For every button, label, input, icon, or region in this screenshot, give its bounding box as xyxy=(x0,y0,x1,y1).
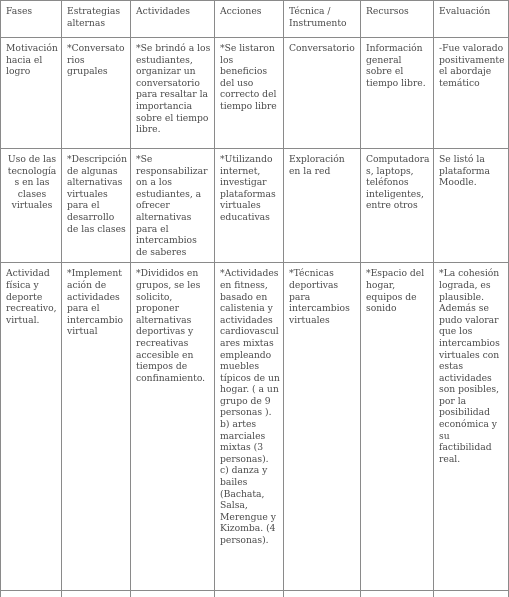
table-cell: *Se brindó a los estudiantes, organizar un conversatorio para resaltar la importancia sobre el tiempo libre. xyxy=(131,38,215,149)
table-cell-empty xyxy=(131,591,215,597)
table-row xyxy=(1,38,509,149)
table-row-continuation xyxy=(1,591,509,597)
header-cell-tecnica: Técnica / Instrumento xyxy=(284,1,361,38)
table-cell: Información general sobre el tiempo libre. xyxy=(361,38,434,149)
table-cell: Se listó la plataforma Moodle. xyxy=(434,149,509,263)
table-cell: Computadoras, laptops, teléfonos inteligentes, entre otros xyxy=(361,149,434,263)
header-cell-estrategias: Estrategias alternas xyxy=(62,1,131,38)
table-cell-empty xyxy=(434,591,509,597)
table-row xyxy=(1,263,509,591)
table-cell: Motivación hacia el logro xyxy=(1,38,62,149)
table-cell-empty xyxy=(215,591,284,597)
table-cell: *Implementación de actividades para el intercambio virtual xyxy=(62,263,131,591)
table-cell: *La cohesión lograda, es plausible. Además se pudo valorar que los intercambios virtuales con estas actividades son posibles, por la posibilidad económica y su factibilidad real. xyxy=(434,263,509,591)
table-cell: Conversatorio xyxy=(284,38,361,149)
table-row xyxy=(1,149,509,263)
table-cell-empty xyxy=(62,591,131,597)
table-cell: Actividad física y deporte recreativo, virtual. xyxy=(1,263,62,591)
table-cell: *Divididos en grupos, se les solicito, proponer alternativas deportivas y recreativas accesible en tiempos de confinamiento. xyxy=(131,263,215,591)
header-cell-evaluacion: Evaluación xyxy=(434,1,509,38)
header-cell-acciones: Acciones xyxy=(215,1,284,38)
table-cell: *Se responsabilizaron a los estudiantes, a ofrecer alternativas para el intercambios de saberes xyxy=(131,149,215,263)
table-cell: *Utilizando internet, investigar plataformas virtuales educativas xyxy=(215,149,284,263)
table-cell: *Espacio del hogar, equipos de sonido xyxy=(361,263,434,591)
table-cell-empty xyxy=(361,591,434,597)
table-cell: -Fue valorado positivamente el abordaje temático xyxy=(434,38,509,149)
header-cell-recursos: Recursos xyxy=(361,1,434,38)
table-header-row xyxy=(1,1,509,38)
table-cell: *Técnicas deportivas para intercambios virtuales xyxy=(284,263,361,591)
table-cell: *Conversatorios grupales xyxy=(62,38,131,149)
table-cell: Uso de las tecnologías en las clases virtuales xyxy=(1,149,62,263)
table-cell: *Actividades en fitness, basado en calistenia y actividades cardiovasculares mixtas empleando muebles típicos de un hogar. ( a un grupo de 9 personas ). b) artes marciales mixtas (3 personas). c) danza y bailes (Bachata, Salsa, Merengue y Kizomba. (4 personas). xyxy=(215,263,284,591)
table-cell: Exploración en la red xyxy=(284,149,361,263)
table-cell-empty xyxy=(1,591,62,597)
table-cell: *Descripción de algunas alternativas virtuales para el desarrollo de las clases xyxy=(62,149,131,263)
table-cell: *Se listaron los beneficios del uso correcto del tiempo libre xyxy=(215,38,284,149)
header-cell-fases: Fases xyxy=(1,1,62,38)
table-cell-empty xyxy=(284,591,361,597)
header-cell-actividades: Actividades xyxy=(131,1,215,38)
